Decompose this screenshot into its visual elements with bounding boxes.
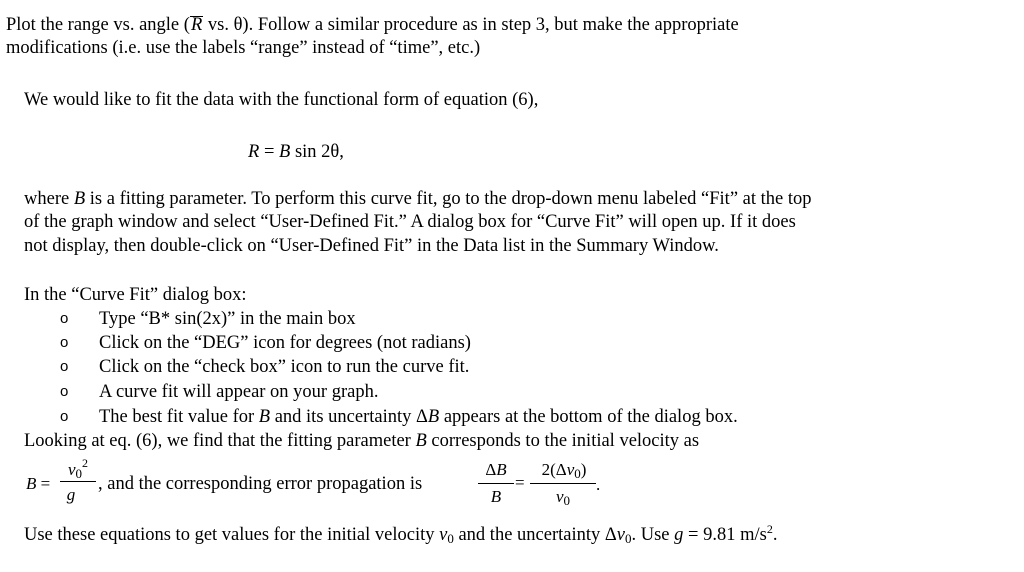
r-bar-symbol	[190, 16, 203, 34]
delta-b: B	[496, 460, 507, 479]
num2-v: v	[566, 460, 575, 479]
num2-sub: 0	[574, 466, 581, 481]
looking-line	[24, 430, 699, 452]
step-3: Click on the “check box” icon to run the curve fit.	[99, 357, 470, 377]
formula-period: .	[596, 475, 601, 494]
bullet-1: o	[60, 310, 69, 327]
where-line-1	[24, 188, 812, 210]
where-line-3: not display, then double-click on “User-Defined Fit” in the Data list in the Summary Window.	[24, 236, 719, 256]
formula-b: B	[26, 474, 37, 493]
den-g: g	[66, 485, 76, 504]
final-a: Use these equations to get values for the initial velocity	[24, 525, 440, 546]
where-b: B	[73, 189, 86, 209]
formula-equals: =	[36, 474, 51, 493]
formula-lhs	[26, 473, 50, 495]
step-5-e: appears at the bottom of the dialog box.	[439, 407, 738, 427]
final-v2: v	[616, 525, 625, 546]
step-5-a: The best fit value for	[99, 407, 259, 427]
final-e: .	[772, 525, 778, 546]
looking-c: corresponds to the initial velocity as	[426, 431, 700, 451]
num-sq: 2	[82, 456, 89, 470]
fraction-bar-1	[60, 481, 96, 482]
fit-intro: We would like to fit the data with the functional form of equation (6),	[24, 90, 539, 110]
den2-v: v	[555, 487, 564, 506]
b-denominator	[478, 487, 514, 507]
intro-line-1	[6, 14, 739, 36]
where-line-2: of the graph window and select “User-Defined Fit.” A dialog box for “Curve Fit” will open up. If it does	[24, 212, 796, 232]
step-1: Type “B* sin(2x)” in the main box	[99, 309, 356, 329]
num2-a: 2(Δ	[541, 460, 567, 479]
step-5-b: B	[258, 407, 271, 427]
final-c: . Use	[631, 525, 675, 546]
where-a: where	[24, 189, 74, 209]
den2-sub: 0	[563, 493, 571, 508]
fraction-bar-3	[530, 483, 596, 484]
eq-rest: sin 2θ,	[290, 142, 344, 162]
formula-middle-text: , and the corresponding error propagation is	[98, 474, 423, 494]
bullet-5: o	[60, 408, 69, 425]
eq-equals: =	[259, 142, 279, 162]
intro-line-2: modifications (i.e. use the labels “range” instead of “time”, etc.)	[6, 38, 481, 58]
final-sub2: 0	[625, 531, 632, 547]
formula-equals-2: =	[515, 473, 525, 492]
den-b: B	[490, 487, 502, 506]
equation-r-b-sin	[248, 141, 344, 163]
num2-c: )	[580, 460, 587, 479]
intro-text-b: vs. θ). Follow a similar procedure as in step 3, but make the appropriate	[203, 15, 739, 35]
where-c: is a fitting parameter. To perform this curve fit, go to the drop-down menu labeled “Fit” at the top	[85, 189, 812, 209]
eq-r: R	[248, 142, 260, 162]
two-delta-v0-numerator	[530, 460, 598, 482]
bullet-2: o	[60, 334, 69, 351]
looking-a: Looking at eq. (6), we find that the fitting parameter	[24, 431, 416, 451]
final-d: = 9.81 m/s	[683, 525, 767, 546]
step-5	[99, 406, 738, 428]
dialog-heading: In the “Curve Fit” dialog box:	[24, 285, 247, 305]
v0-squared-numerator	[56, 456, 100, 482]
bullet-3: o	[60, 358, 69, 375]
final-sub: 0	[447, 531, 454, 547]
bullet-4: o	[60, 383, 69, 400]
fraction-bar-2	[478, 483, 514, 484]
step-5-c: and its uncertainty Δ	[270, 407, 428, 427]
r-bar-letter: R	[190, 15, 203, 35]
v0-denominator	[530, 487, 596, 509]
eq-b: B	[279, 142, 291, 162]
step-4: A curve fit will appear on your graph.	[99, 382, 379, 402]
step-5-d: B	[427, 407, 440, 427]
intro-text-a: Plot the range vs. angle (	[6, 15, 190, 35]
final-g: g	[674, 525, 684, 546]
delta-b-numerator	[478, 460, 514, 480]
final-b: and the uncertainty Δ	[453, 525, 617, 546]
g-denominator	[60, 485, 82, 505]
delta-symbol: Δ	[485, 460, 497, 479]
step-2: Click on the “DEG” icon for degrees (not radians)	[99, 333, 471, 353]
num-v: v	[67, 460, 76, 479]
final-v: v	[439, 525, 448, 546]
final-line	[24, 518, 777, 550]
looking-b: B	[415, 431, 427, 451]
num-sub: 0	[75, 466, 83, 481]
final-sup: 2	[766, 522, 773, 536]
